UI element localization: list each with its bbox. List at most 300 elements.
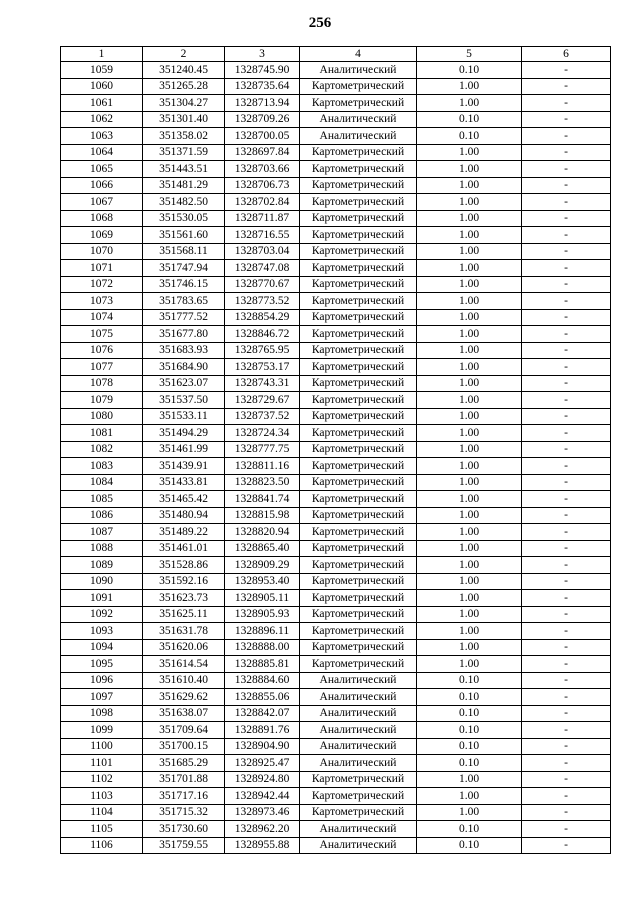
table-cell: Картометрический: [300, 161, 417, 178]
table-cell: 351371.59: [143, 144, 225, 161]
table-body: [61, 62, 611, 854]
table-cell: -: [522, 656, 611, 673]
table-cell: 351358.02: [143, 128, 225, 145]
table-row: [61, 359, 611, 376]
table-cell: -: [522, 557, 611, 574]
table-row: [61, 474, 611, 491]
table-row: [61, 540, 611, 557]
table-cell: 1.00: [417, 227, 522, 244]
table-cell: Картометрический: [300, 227, 417, 244]
table-cell: 1328896.11: [225, 623, 300, 640]
table-row: [61, 111, 611, 128]
table-cell: Картометрический: [300, 656, 417, 673]
table-row: [61, 639, 611, 656]
table-cell: Картометрический: [300, 524, 417, 541]
column-header: 3: [225, 47, 300, 62]
table-cell: 1328716.55: [225, 227, 300, 244]
table-cell: Картометрический: [300, 260, 417, 277]
table-cell: 1.00: [417, 441, 522, 458]
column-header: 6: [522, 47, 611, 62]
table-cell: 0.10: [417, 821, 522, 838]
table-cell: 1328747.08: [225, 260, 300, 277]
table-cell: Картометрический: [300, 540, 417, 557]
table-cell: -: [522, 590, 611, 607]
table-row: [61, 689, 611, 706]
table-cell: 1.00: [417, 309, 522, 326]
table-cell: 1328905.11: [225, 590, 300, 607]
table-cell: Аналитический: [300, 821, 417, 838]
table-cell: 351759.55: [143, 837, 225, 854]
table-cell: 1.00: [417, 788, 522, 805]
table-cell: 1328891.76: [225, 722, 300, 739]
table-cell: Картометрический: [300, 441, 417, 458]
table-cell: 1093: [61, 623, 143, 640]
table-cell: Картометрический: [300, 309, 417, 326]
table-cell: -: [522, 326, 611, 343]
table-cell: -: [522, 95, 611, 112]
table-cell: 351747.94: [143, 260, 225, 277]
table-cell: Аналитический: [300, 128, 417, 145]
table-cell: 1099: [61, 722, 143, 739]
table-cell: 351610.40: [143, 672, 225, 689]
table-cell: 351715.32: [143, 804, 225, 821]
table-row: [61, 771, 611, 788]
table-cell: 1328745.90: [225, 62, 300, 79]
table-cell: 0.10: [417, 128, 522, 145]
table-cell: Аналитический: [300, 672, 417, 689]
table-cell: Картометрический: [300, 804, 417, 821]
table-cell: Аналитический: [300, 705, 417, 722]
table-row: [61, 507, 611, 524]
table-cell: 1.00: [417, 359, 522, 376]
table-cell: 1.00: [417, 95, 522, 112]
table-cell: 351461.99: [143, 441, 225, 458]
table-cell: 1.00: [417, 78, 522, 95]
table-row: [61, 837, 611, 854]
table-cell: 1085: [61, 491, 143, 508]
table-cell: 1089: [61, 557, 143, 574]
table-cell: 1328735.64: [225, 78, 300, 95]
table-row: [61, 293, 611, 310]
table-cell: Картометрический: [300, 194, 417, 211]
table-cell: 1078: [61, 375, 143, 392]
table-cell: 1328770.67: [225, 276, 300, 293]
table-cell: -: [522, 78, 611, 95]
table-cell: 351481.29: [143, 177, 225, 194]
table-cell: 1328753.17: [225, 359, 300, 376]
table-cell: 1328697.84: [225, 144, 300, 161]
table-cell: 1.00: [417, 161, 522, 178]
table-cell: 1070: [61, 243, 143, 260]
table-cell: -: [522, 804, 611, 821]
table-cell: -: [522, 342, 611, 359]
table-cell: 351592.16: [143, 573, 225, 590]
table-row: [61, 606, 611, 623]
table-cell: Картометрический: [300, 95, 417, 112]
table-cell: 1328777.75: [225, 441, 300, 458]
table-cell: -: [522, 672, 611, 689]
table-cell: 351701.88: [143, 771, 225, 788]
column-header: 1: [61, 47, 143, 62]
table-cell: 1328815.98: [225, 507, 300, 524]
table-cell: 351301.40: [143, 111, 225, 128]
table-cell: 1062: [61, 111, 143, 128]
table-cell: 351631.78: [143, 623, 225, 640]
table-row: [61, 177, 611, 194]
table-row: [61, 276, 611, 293]
table-row: [61, 623, 611, 640]
table-row: [61, 573, 611, 590]
table-row: [61, 78, 611, 95]
table-cell: 1.00: [417, 276, 522, 293]
table-cell: -: [522, 474, 611, 491]
table-row: [61, 144, 611, 161]
table-cell: 1.00: [417, 392, 522, 409]
table-cell: 1328885.81: [225, 656, 300, 673]
table-cell: 1.00: [417, 590, 522, 607]
table-row: [61, 788, 611, 805]
table-cell: 1.00: [417, 177, 522, 194]
table-row: [61, 557, 611, 574]
table-cell: Картометрический: [300, 342, 417, 359]
table-cell: 1328854.29: [225, 309, 300, 326]
table-row: [61, 375, 611, 392]
table-cell: -: [522, 276, 611, 293]
table-cell: 1.00: [417, 804, 522, 821]
table-cell: 1328711.87: [225, 210, 300, 227]
table-cell: Аналитический: [300, 722, 417, 739]
table-cell: 1328962.20: [225, 821, 300, 838]
table-cell: 1328702.84: [225, 194, 300, 211]
table-cell: 0.10: [417, 738, 522, 755]
table-cell: 351717.16: [143, 788, 225, 805]
table-cell: 0.10: [417, 722, 522, 739]
table-cell: 1328855.06: [225, 689, 300, 706]
table-cell: 1.00: [417, 507, 522, 524]
table-cell: 1091: [61, 590, 143, 607]
column-header: 5: [417, 47, 522, 62]
table-cell: 1.00: [417, 293, 522, 310]
table-row: [61, 128, 611, 145]
table-cell: 1067: [61, 194, 143, 211]
table-cell: Картометрический: [300, 458, 417, 475]
table-cell: 351489.22: [143, 524, 225, 541]
table-cell: 1071: [61, 260, 143, 277]
table-cell: 351783.65: [143, 293, 225, 310]
table-cell: 351433.81: [143, 474, 225, 491]
table-row: [61, 672, 611, 689]
table-cell: -: [522, 194, 611, 211]
table-cell: Аналитический: [300, 755, 417, 772]
table-cell: -: [522, 111, 611, 128]
table-cell: Картометрический: [300, 408, 417, 425]
table-cell: 1328905.93: [225, 606, 300, 623]
table-cell: 1328884.60: [225, 672, 300, 689]
table-row: [61, 425, 611, 442]
table-cell: -: [522, 161, 611, 178]
table-cell: 0.10: [417, 111, 522, 128]
table-cell: 1.00: [417, 491, 522, 508]
table-cell: -: [522, 62, 611, 79]
table-cell: 351265.28: [143, 78, 225, 95]
table-cell: Картометрический: [300, 771, 417, 788]
table-cell: -: [522, 441, 611, 458]
table-cell: 1106: [61, 837, 143, 854]
table-row: [61, 194, 611, 211]
table-row: [61, 821, 611, 838]
table-cell: 0.10: [417, 672, 522, 689]
table-cell: -: [522, 755, 611, 772]
table-cell: 351700.15: [143, 738, 225, 755]
table-cell: 1063: [61, 128, 143, 145]
table-cell: 1087: [61, 524, 143, 541]
table-cell: -: [522, 144, 611, 161]
table-cell: Картометрический: [300, 326, 417, 343]
table-cell: 1101: [61, 755, 143, 772]
table-cell: 351530.05: [143, 210, 225, 227]
table-cell: -: [522, 293, 611, 310]
table-cell: 1075: [61, 326, 143, 343]
table-cell: 351629.62: [143, 689, 225, 706]
table-cell: 1105: [61, 821, 143, 838]
table-cell: 1094: [61, 639, 143, 656]
table-cell: 351730.60: [143, 821, 225, 838]
table-cell: Картометрический: [300, 276, 417, 293]
table-header-row: [61, 47, 611, 62]
table-cell: -: [522, 623, 611, 640]
table-cell: 1328973.46: [225, 804, 300, 821]
table-cell: 351623.73: [143, 590, 225, 607]
coordinates-table: [60, 46, 611, 854]
table-cell: 1068: [61, 210, 143, 227]
table-cell: -: [522, 771, 611, 788]
table-cell: -: [522, 573, 611, 590]
table-cell: 0.10: [417, 689, 522, 706]
table-cell: -: [522, 243, 611, 260]
table-cell: 1328703.66: [225, 161, 300, 178]
table-cell: -: [522, 821, 611, 838]
table-cell: 351439.91: [143, 458, 225, 475]
table-row: [61, 408, 611, 425]
table-cell: Картометрический: [300, 606, 417, 623]
table-cell: 1328823.50: [225, 474, 300, 491]
table-cell: 1.00: [417, 425, 522, 442]
table-cell: 351537.50: [143, 392, 225, 409]
table-cell: 351684.90: [143, 359, 225, 376]
table-cell: 1.00: [417, 260, 522, 277]
table-cell: Картометрический: [300, 491, 417, 508]
table-cell: -: [522, 392, 611, 409]
table-cell: Аналитический: [300, 111, 417, 128]
table-row: [61, 755, 611, 772]
table-row: [61, 524, 611, 541]
table-cell: 1.00: [417, 524, 522, 541]
table-cell: Картометрический: [300, 293, 417, 310]
table-cell: Картометрический: [300, 392, 417, 409]
table-cell: 1.00: [417, 194, 522, 211]
table-row: [61, 458, 611, 475]
table-cell: 1328729.67: [225, 392, 300, 409]
table-cell: -: [522, 425, 611, 442]
table-cell: Картометрический: [300, 788, 417, 805]
table-row: [61, 491, 611, 508]
table-cell: 1064: [61, 144, 143, 161]
table-cell: -: [522, 705, 611, 722]
table-cell: 351240.45: [143, 62, 225, 79]
table-cell: Картометрический: [300, 78, 417, 95]
table-cell: 351623.07: [143, 375, 225, 392]
table-row: [61, 656, 611, 673]
table-row: [61, 95, 611, 112]
table-cell: Картометрический: [300, 144, 417, 161]
table-cell: 1328888.00: [225, 639, 300, 656]
table-cell: 1.00: [417, 474, 522, 491]
table-cell: 1100: [61, 738, 143, 755]
table-cell: -: [522, 177, 611, 194]
table-cell: -: [522, 458, 611, 475]
table-cell: 1079: [61, 392, 143, 409]
table-cell: 1.00: [417, 557, 522, 574]
table-cell: 1328865.40: [225, 540, 300, 557]
table-cell: -: [522, 738, 611, 755]
table-cell: 351482.50: [143, 194, 225, 211]
column-header: 2: [143, 47, 225, 62]
table-cell: 1328709.26: [225, 111, 300, 128]
table-cell: 1328904.90: [225, 738, 300, 755]
table-cell: 351709.64: [143, 722, 225, 739]
table-row: [61, 342, 611, 359]
table-row: [61, 161, 611, 178]
table-cell: -: [522, 689, 611, 706]
table-cell: Картометрический: [300, 375, 417, 392]
table-cell: 1060: [61, 78, 143, 95]
table-cell: -: [522, 606, 611, 623]
table-cell: 1328841.74: [225, 491, 300, 508]
table-cell: 1328942.44: [225, 788, 300, 805]
table-cell: 351683.93: [143, 342, 225, 359]
table-cell: Картометрический: [300, 573, 417, 590]
table-cell: 1328953.40: [225, 573, 300, 590]
table-cell: 1328846.72: [225, 326, 300, 343]
table-cell: 1086: [61, 507, 143, 524]
table-cell: 1.00: [417, 342, 522, 359]
table-cell: 351685.29: [143, 755, 225, 772]
table-cell: 1.00: [417, 375, 522, 392]
table-row: [61, 227, 611, 244]
table-cell: 1096: [61, 672, 143, 689]
table-row: [61, 62, 611, 79]
table-row: [61, 804, 611, 821]
table-row: [61, 705, 611, 722]
table-cell: 1328703.04: [225, 243, 300, 260]
table-cell: -: [522, 788, 611, 805]
table-cell: Аналитический: [300, 738, 417, 755]
table-cell: 351638.07: [143, 705, 225, 722]
table-cell: 1077: [61, 359, 143, 376]
table-row: [61, 326, 611, 343]
table-cell: -: [522, 722, 611, 739]
table-cell: 351480.94: [143, 507, 225, 524]
table-cell: -: [522, 260, 611, 277]
table-cell: 1328811.16: [225, 458, 300, 475]
table-cell: 1.00: [417, 326, 522, 343]
table-row: [61, 441, 611, 458]
table-cell: 1081: [61, 425, 143, 442]
table-cell: 1.00: [417, 573, 522, 590]
table-cell: 351443.51: [143, 161, 225, 178]
table-cell: -: [522, 227, 611, 244]
table-cell: 1328924.80: [225, 771, 300, 788]
table-cell: 1104: [61, 804, 143, 821]
table-cell: -: [522, 524, 611, 541]
table-row: [61, 590, 611, 607]
table-cell: 1097: [61, 689, 143, 706]
table-cell: 351461.01: [143, 540, 225, 557]
table-cell: 1088: [61, 540, 143, 557]
table-cell: 1328743.31: [225, 375, 300, 392]
table-cell: -: [522, 359, 611, 376]
table-cell: -: [522, 639, 611, 656]
table-cell: 1073: [61, 293, 143, 310]
table-cell: 351304.27: [143, 95, 225, 112]
table-cell: 351533.11: [143, 408, 225, 425]
table-cell: 1328706.73: [225, 177, 300, 194]
table-cell: Картометрический: [300, 557, 417, 574]
table-cell: 1.00: [417, 639, 522, 656]
table-row: [61, 392, 611, 409]
table-row: [61, 243, 611, 260]
table-cell: Картометрический: [300, 639, 417, 656]
table-cell: 1.00: [417, 623, 522, 640]
table-cell: 351465.42: [143, 491, 225, 508]
table-row: [61, 309, 611, 326]
table-cell: 351777.52: [143, 309, 225, 326]
table-cell: 1102: [61, 771, 143, 788]
table-cell: 1.00: [417, 458, 522, 475]
table-cell: Картометрический: [300, 590, 417, 607]
table-cell: Аналитический: [300, 837, 417, 854]
table-cell: Картометрический: [300, 359, 417, 376]
table-cell: Аналитический: [300, 689, 417, 706]
table-cell: 1328700.05: [225, 128, 300, 145]
table-cell: Картометрический: [300, 425, 417, 442]
table-cell: 1066: [61, 177, 143, 194]
table-cell: 1090: [61, 573, 143, 590]
table-cell: 1065: [61, 161, 143, 178]
table-cell: 351614.54: [143, 656, 225, 673]
table-cell: 351677.80: [143, 326, 225, 343]
table-cell: 0.10: [417, 705, 522, 722]
page-number: 256: [308, 15, 332, 31]
table-cell: 0.10: [417, 755, 522, 772]
column-header: 4: [300, 47, 417, 62]
table-row: [61, 738, 611, 755]
table-cell: 1103: [61, 788, 143, 805]
table-cell: 1328909.29: [225, 557, 300, 574]
table-cell: -: [522, 837, 611, 854]
table-cell: 1.00: [417, 606, 522, 623]
table-cell: 351746.15: [143, 276, 225, 293]
table-cell: 1.00: [417, 771, 522, 788]
table-cell: 1328737.52: [225, 408, 300, 425]
table-cell: Картометрический: [300, 177, 417, 194]
table-cell: 1328713.94: [225, 95, 300, 112]
table-cell: 1083: [61, 458, 143, 475]
table-cell: 1059: [61, 62, 143, 79]
table-cell: 1.00: [417, 408, 522, 425]
table-cell: Картометрический: [300, 623, 417, 640]
table-cell: 0.10: [417, 837, 522, 854]
